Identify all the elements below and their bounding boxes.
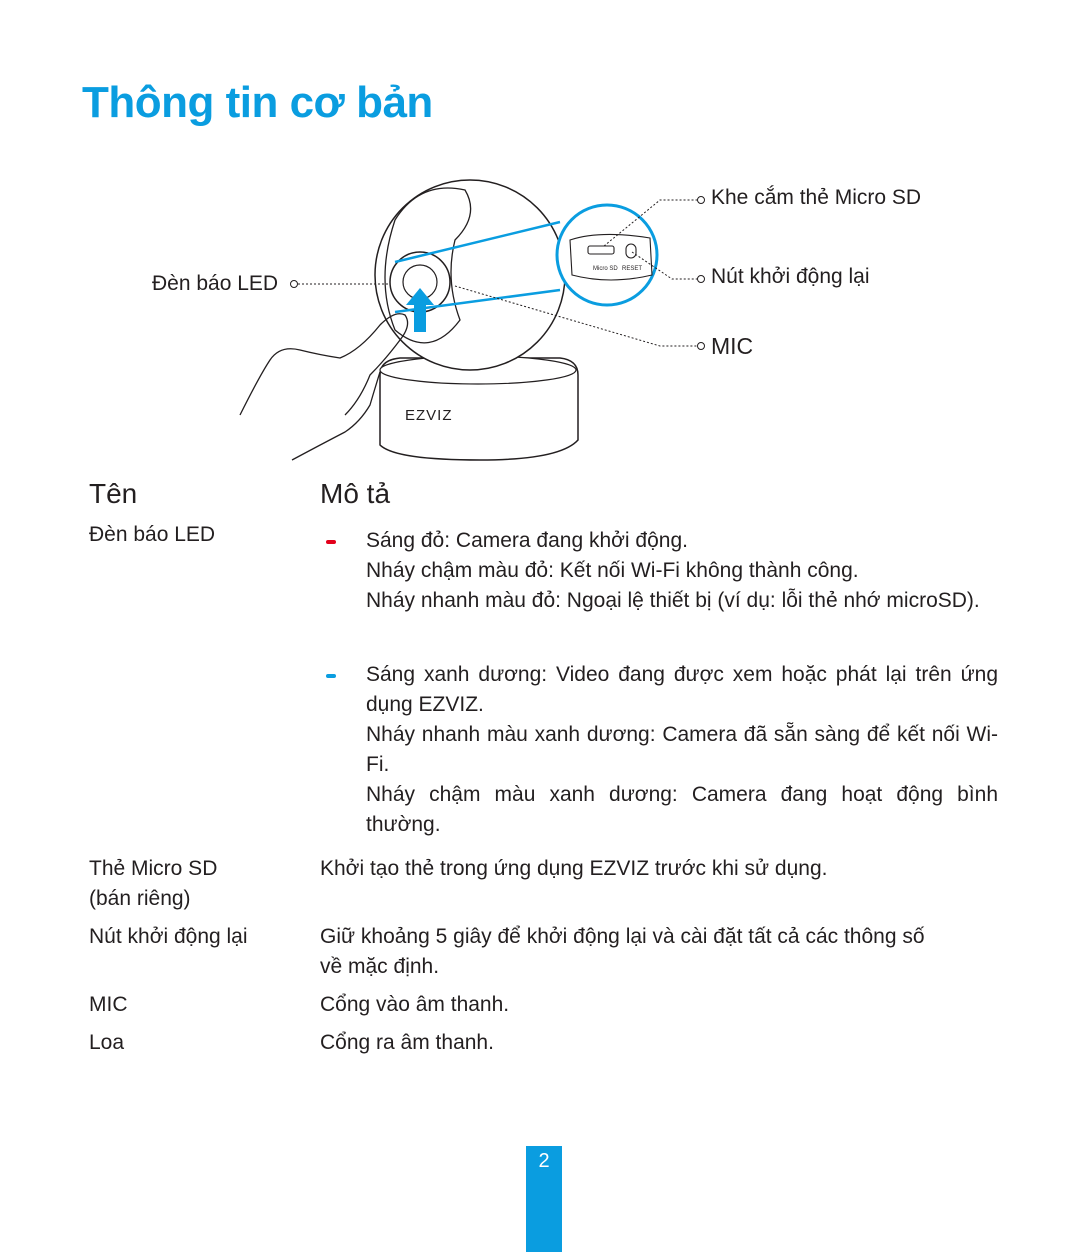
blue-led-line: Nháy chậm màu xanh dương: Camera đang hoạt động bình thường. bbox=[366, 783, 998, 836]
column-header-name: Tên bbox=[89, 478, 138, 509]
red-led-line: Nháy chậm màu đỏ: Kết nối Wi-Fi không thành công. bbox=[366, 559, 859, 582]
red-led-line: Nháy nhanh màu đỏ: Ngoại lệ thiết bị (ví dụ: lỗi thẻ nhớ microSD). bbox=[366, 589, 980, 612]
led-label: Đèn báo LED bbox=[152, 272, 279, 295]
row-desc-mic: Cổng vào âm thanh. bbox=[320, 993, 510, 1016]
page-number-tab bbox=[526, 1146, 562, 1252]
row-name-micro-sd-line2: (bán riêng) bbox=[89, 887, 191, 910]
blue-led-line: Sáng xanh dương: Video đang được xem hoặc phát lại trên ứng dụng EZVIZ. bbox=[366, 663, 998, 716]
reset-button-label: Nút khởi động lại bbox=[711, 265, 870, 288]
page-number: 2 bbox=[538, 1150, 550, 1172]
row-name-mic: MIC bbox=[89, 993, 128, 1016]
camera-illustration bbox=[0, 160, 1087, 465]
row-name-micro-sd bbox=[89, 854, 217, 914]
row-desc-reset-line2: về mặc định. bbox=[320, 955, 440, 978]
red-led-description bbox=[366, 526, 998, 616]
camera-diagram bbox=[0, 160, 1087, 465]
row-name-micro-sd-line1: Thẻ Micro SD bbox=[89, 857, 218, 880]
row-name-reset: Nút khởi động lại bbox=[89, 925, 248, 948]
row-name-led: Đèn báo LED bbox=[89, 523, 216, 546]
row-desc-speaker: Cổng ra âm thanh. bbox=[320, 1031, 494, 1054]
blue-led-line: Nháy nhanh màu xanh dương: Camera đã sẵn sàng để kết nối Wi-Fi. bbox=[366, 723, 998, 776]
red-led-line: Sáng đỏ: Camera đang khởi động. bbox=[366, 529, 688, 552]
row-desc-micro-sd: Khởi tạo thẻ trong ứng dụng EZVIZ trước khi sử dụng. bbox=[320, 857, 828, 880]
blue-led-description bbox=[366, 660, 998, 840]
row-desc-reset-line1: Giữ khoảng 5 giây để khởi động lại và cài đặt tất cả các thông số bbox=[320, 925, 925, 948]
mic-label: MIC bbox=[711, 333, 754, 359]
sd-slot-caption: Micro SD bbox=[593, 266, 618, 272]
row-name-speaker: Loa bbox=[89, 1031, 125, 1054]
column-header-description: Mô tả bbox=[320, 478, 391, 509]
red-led-bullet bbox=[326, 540, 336, 544]
micro-sd-slot-label: Khe cắm thẻ Micro SD bbox=[711, 186, 922, 209]
row-desc-reset bbox=[320, 922, 998, 982]
reset-caption: RESET bbox=[622, 266, 643, 272]
brand-logo: EZVIZ bbox=[405, 407, 453, 424]
blue-led-bullet bbox=[326, 674, 336, 678]
page-title: Thông tin cơ bản bbox=[82, 78, 433, 127]
